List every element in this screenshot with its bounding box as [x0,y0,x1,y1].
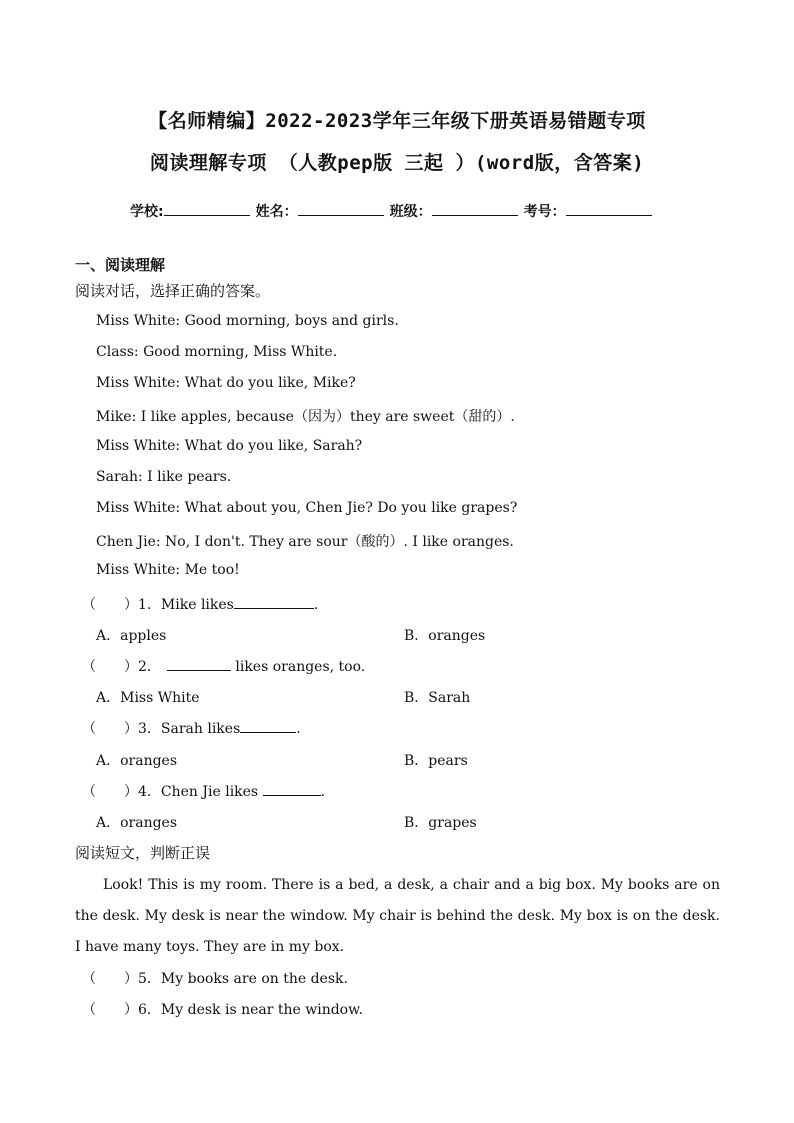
answer-blank [167,657,231,671]
exam-no-label: 考号： [523,204,566,220]
student-info-row [130,201,656,221]
question-stem: 1．Mike likes [138,597,234,613]
page-title: 【名师精编】2022-2023学年三年级下册英语易错题专项 [148,110,646,132]
answer-bracket[interactable]: （ ） [82,659,138,675]
section-heading: 一、阅读理解 [75,256,166,274]
dialogue-line: Miss White: Me too! [96,562,240,578]
school-label: 学校: [130,204,164,220]
instruction-passage: 阅读短文，判断正误 [75,844,211,862]
answer-bracket[interactable]: （ ） [82,721,138,737]
answer-blank [234,595,314,609]
option-a[interactable]: A．apples [96,628,167,644]
answer-bracket[interactable]: （ ） [82,1002,138,1018]
class-blank[interactable] [432,201,518,216]
option-b[interactable]: B．oranges [404,628,486,644]
question-3 [82,718,301,738]
reading-passage: Look! This is my room. There is a bed, a desk, a chair and a big box. My books are on the desk. My desk is near the window. My chair is behind the desk. My box is on the desk. I have many toys. They are in my box. [75,877,720,955]
dialogue-line: Miss White: What do you like, Mike? [96,375,356,391]
answer-bracket[interactable]: （ ） [82,971,138,987]
question-2 [82,656,365,676]
dialogue-line: Chen Jie: No, I don't. They are sour（酸的）. I like oranges. [96,534,514,550]
question-stem: 2． [138,659,161,675]
question-tail: . [313,597,319,613]
class-label: 班级： [389,204,432,220]
question-tail: . [296,721,301,737]
option-a[interactable]: A．oranges [96,815,178,831]
instruction-dialogue: 阅读对话，选择正确的答案。 [75,282,271,300]
option-a[interactable]: A．Miss White [96,690,200,706]
answer-blank [263,782,321,796]
option-b[interactable]: B．Sarah [404,690,471,706]
name-label: 姓名： [255,204,298,220]
answer-bracket[interactable]: （ ） [82,784,138,800]
judgment-6 [82,999,363,1019]
dialogue-line: Miss White: What about you, Chen Jie? Do you like grapes? [96,500,518,516]
judgment-text: 5．My books are on the desk. [138,971,348,987]
dialogue-line: Miss White: What do you like, Sarah? [96,438,363,454]
option-b[interactable]: B．grapes [404,815,477,831]
name-blank[interactable] [298,201,384,216]
option-a[interactable]: A．oranges [96,753,178,769]
dialogue-line: Sarah: I like pears. [96,469,232,485]
question-tail: . [320,784,326,800]
question-4 [82,781,325,801]
question-stem: 4．Chen Jie likes [138,784,263,800]
exam-no-blank[interactable] [566,201,652,216]
judgment-text: 6．My desk is near the window. [138,1002,363,1018]
dialogue-line: Mike: I like apples, because（因为）they are sweet（甜的）. [96,409,515,425]
question-stem: 3．Sarah likes [138,721,241,737]
answer-bracket[interactable]: （ ） [82,597,138,613]
answer-blank [240,719,296,733]
school-blank[interactable] [164,201,250,216]
judgment-5 [82,968,348,988]
question-tail: likes oranges, too. [230,659,366,675]
page-subtitle: 阅读理解专项 （人教pep版 三起 ）(word版，含答案) [149,152,645,174]
dialogue-line: Class: Good morning, Miss White. [96,344,338,360]
question-1 [82,594,318,614]
option-b[interactable]: B．pears [404,753,468,769]
dialogue-line: Miss White: Good morning, boys and girls. [96,313,399,329]
